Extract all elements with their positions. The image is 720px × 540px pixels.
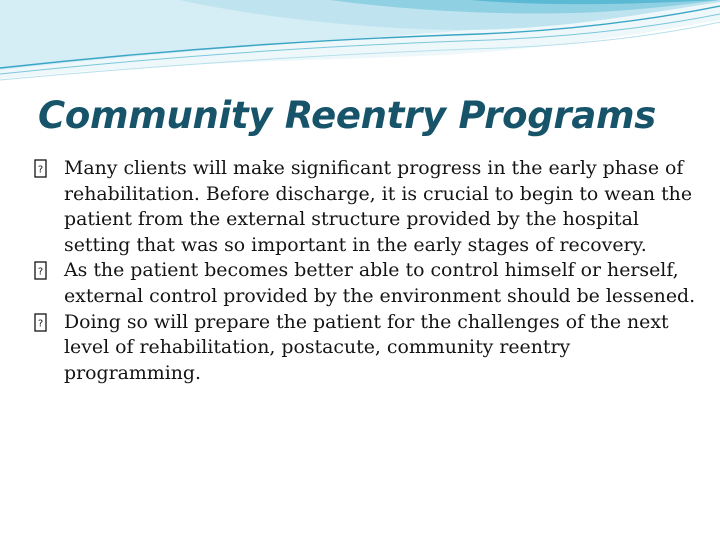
svg-text:?: ? bbox=[37, 266, 44, 278]
missing-glyph-icon bbox=[34, 310, 64, 335]
missing-glyph-icon bbox=[34, 258, 64, 283]
bullet-text: Many clients will make significant progress in the early phase of rehabilitation. Before discharge, it is crucial to begin to wean the patient from the external structure provided by the hospital setting that was so important in the early stages of recovery. bbox=[64, 157, 693, 256]
bullet-text: Doing so will prepare the patient for the challenges of the next level of rehabilitation, postacute, community reentry programming. bbox=[64, 310, 669, 384]
bullet-text: As the patient becomes better able to control himself or herself, external control provided by the environment should be lessened. bbox=[64, 259, 696, 307]
bullet-item bbox=[34, 258, 696, 309]
slide-title: Community Reentry Programs bbox=[38, 94, 656, 137]
bullet-item bbox=[34, 310, 696, 387]
svg-text:?: ? bbox=[37, 164, 44, 176]
bullet-list bbox=[34, 156, 696, 386]
missing-glyph-icon bbox=[34, 156, 64, 181]
bullet-item bbox=[34, 156, 696, 258]
svg-text:?: ? bbox=[37, 318, 44, 330]
header-wave-decoration bbox=[0, 0, 720, 95]
